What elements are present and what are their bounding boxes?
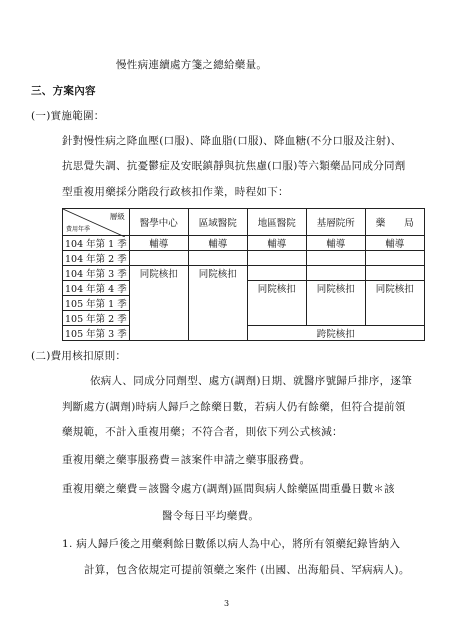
table-cell: 同院核扣 bbox=[247, 281, 306, 326]
table-header-cell: 醫學中心 bbox=[129, 209, 188, 236]
corner-label-period: 費用年季 bbox=[66, 226, 91, 233]
table-cell: 輔導 bbox=[306, 236, 365, 251]
table-cell: 同院核扣 bbox=[188, 266, 247, 341]
list-item: 計算，包含依規定可提前領藥之案件 (出國、出海船員、罕病病人)。 bbox=[84, 564, 410, 576]
table-cell: 同院核扣 bbox=[365, 281, 424, 326]
quarter-cell: 104 年第 3 季 bbox=[63, 266, 130, 281]
subsection-heading: (二)費用核扣原則： bbox=[31, 350, 127, 362]
table-header-cell: 基層院所 bbox=[306, 209, 365, 236]
list-item: 1. 病人歸戶後之用藥剩餘日數係以病人為中心，將所有領藥紀錄皆納入 bbox=[62, 538, 401, 550]
quarter-cell: 105 年第 3 季 bbox=[63, 326, 130, 341]
paragraph-line: 依病人、同成分同劑型、處方(調劑)日期、就醫序號歸戶排序，逐筆 bbox=[90, 375, 412, 387]
table-cell: 輔導 bbox=[129, 236, 188, 251]
table-cell: 輔導 bbox=[247, 236, 306, 251]
quarter-cell: 104 年第 2 季 bbox=[63, 251, 130, 266]
paragraph-line: 慢性病連續處方箋之總給藥量。 bbox=[116, 59, 268, 71]
table-cell-cross-hospital: 跨院核扣 bbox=[247, 326, 424, 341]
table-cell: 同院核扣 bbox=[306, 281, 365, 326]
table-header-cell: 區域醫院 bbox=[188, 209, 247, 236]
table-row bbox=[63, 266, 425, 281]
paragraph-line: 判斷處方(調劑)時病人歸戶之餘藥日數，若病人仍有餘藥，但符合提前領 bbox=[62, 401, 406, 413]
quarter-cell: 105 年第 1 季 bbox=[63, 296, 130, 311]
table-header-cell: 地區醫院 bbox=[247, 209, 306, 236]
paragraph-line: 抗思覺失調、抗憂鬱症及安眠鎮靜與抗焦慮(口服)等六類藥品同成分同劑 bbox=[62, 160, 406, 172]
paragraph-line: 針對慢性病之降血壓(口服)、降血脂(口服)、降血糖(不分口服及注射)、 bbox=[62, 135, 402, 147]
paragraph-line: 型重複用藥採分階段行政核扣作業，時程如下： bbox=[62, 186, 289, 198]
schedule-table bbox=[62, 208, 425, 341]
quarter-cell: 105 年第 2 季 bbox=[63, 311, 130, 326]
formula-line: 重複用藥之藥費＝該醫令處方(調劑)區間與病人餘藥區間重疊日數＊該 bbox=[62, 483, 395, 495]
table-cell: 同院核扣 bbox=[129, 266, 188, 341]
quarter-cell: 104 年第 1 季 bbox=[63, 236, 130, 251]
page-number: 3 bbox=[223, 599, 230, 608]
table-header-cell: 藥 局 bbox=[365, 209, 424, 236]
table-corner-cell bbox=[63, 209, 130, 236]
section-heading: 三、方案內容 bbox=[31, 85, 96, 97]
table-row bbox=[63, 236, 425, 251]
table-cell: 輔導 bbox=[365, 236, 424, 251]
paragraph-line: 藥規範，不計入重複用藥；不符合者，則依下列公式核減： bbox=[62, 426, 343, 438]
corner-label-level: 層級 bbox=[109, 212, 125, 221]
formula-line: 重複用藥之藥事服務費＝該案件申請之藥事服務費。 bbox=[62, 454, 311, 466]
subsection-heading: (一)實施範圍： bbox=[31, 110, 105, 122]
table-row bbox=[63, 251, 425, 266]
formula-line: 醫令每日平均藥費。 bbox=[162, 510, 260, 522]
table-cell: 輔導 bbox=[188, 236, 247, 251]
quarter-cell: 104 年第 4 季 bbox=[63, 281, 130, 296]
